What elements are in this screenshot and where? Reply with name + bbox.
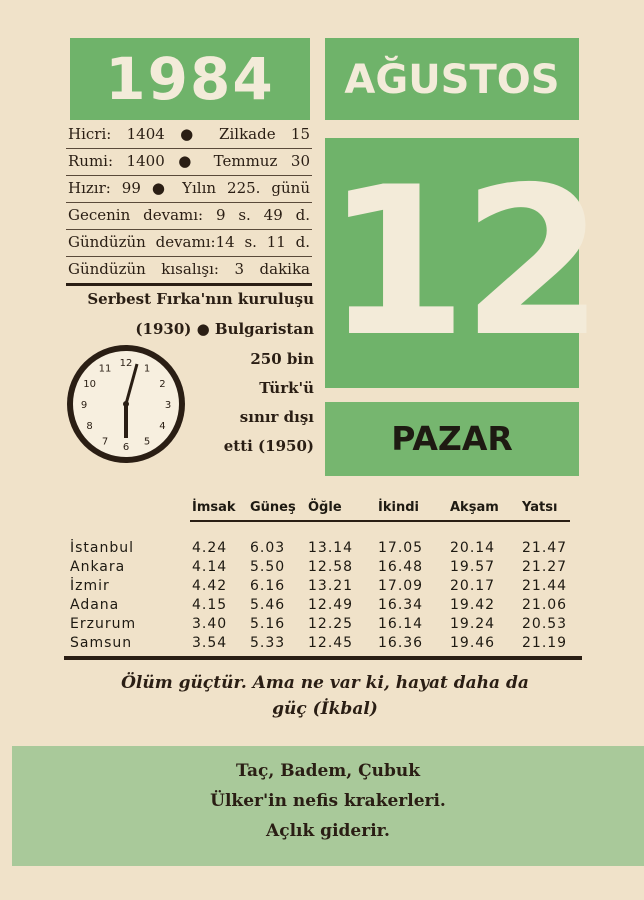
quote-line: Ölüm güçtür. Ama ne var ki, hayat daha da — [121, 673, 529, 693]
city-cell: Samsun — [70, 634, 133, 651]
time-cell: 21.19 — [522, 634, 568, 651]
clock-number: 12 — [119, 358, 133, 369]
header-imsak: İmsak — [192, 499, 236, 515]
clock-number: 7 — [101, 436, 109, 448]
city-cell: Ankara — [70, 558, 126, 575]
table-header — [70, 495, 582, 519]
table-bottom-rule — [64, 656, 582, 660]
time-cell: 5.16 — [250, 615, 286, 632]
header-yatsi: Yatsı — [522, 499, 558, 515]
table-row — [70, 538, 582, 557]
ad-line: Açlık giderir. — [266, 821, 390, 841]
event-title: Serbest Fırka'nın kuruluşu — [87, 290, 314, 308]
header-ogle: Öğle — [308, 499, 342, 515]
time-cell: 19.42 — [450, 596, 496, 613]
city-cell: İzmir — [70, 577, 110, 594]
time-cell: 20.53 — [522, 615, 568, 632]
month-box: AĞUSTOS — [325, 38, 579, 120]
quote-line: güç (İkbal) — [272, 699, 378, 719]
time-cell: 17.09 — [378, 577, 424, 594]
city-cell: Erzurum — [70, 615, 137, 632]
time-cell: 4.15 — [192, 596, 228, 613]
time-cell: 19.57 — [450, 558, 496, 575]
clock-number: 5 — [143, 436, 151, 448]
info-day-length: Gündüzün devamı:14 s. 11 d. — [66, 230, 312, 257]
time-cell: 12.58 — [308, 558, 354, 575]
header-gunes: Güneş — [250, 499, 296, 515]
time-cell: 21.27 — [522, 558, 568, 575]
table-row — [70, 576, 582, 595]
event-line: etti (1950) — [223, 437, 314, 455]
time-cell: 16.14 — [378, 615, 424, 632]
clock-number: 3 — [164, 400, 172, 411]
event-line: Türk'ü — [259, 379, 314, 397]
city-cell: Adana — [70, 596, 120, 613]
time-cell: 21.47 — [522, 539, 568, 556]
event-line: (1930) ● Bulgaristan — [135, 320, 314, 338]
clock-number: 6 — [122, 442, 130, 453]
time-cell: 12.49 — [308, 596, 354, 613]
time-cell: 5.50 — [250, 558, 286, 575]
clock-number: 9 — [80, 400, 88, 411]
advertisement — [12, 746, 644, 866]
time-cell: 6.16 — [250, 577, 286, 594]
quote — [90, 670, 560, 722]
info-night: Gecenin devamı: 9 s. 49 d. — [66, 203, 312, 230]
time-cell: 21.06 — [522, 596, 568, 613]
city-cell: İstanbul — [70, 539, 135, 556]
ad-line: Ülker'in nefis krakerleri. — [210, 791, 446, 811]
time-cell: 19.24 — [450, 615, 496, 632]
time-cell: 3.40 — [192, 615, 228, 632]
time-cell: 13.14 — [308, 539, 354, 556]
time-cell: 12.25 — [308, 615, 354, 632]
time-cell: 5.46 — [250, 596, 286, 613]
time-cell: 4.24 — [192, 539, 228, 556]
time-cell: 12.45 — [308, 634, 354, 651]
table-row — [70, 557, 582, 576]
time-cell: 16.36 — [378, 634, 424, 651]
weekday-box: PAZAR — [325, 402, 579, 476]
clock-number: 4 — [159, 421, 166, 432]
clock-number: 2 — [159, 379, 166, 390]
time-cell: 4.14 — [192, 558, 228, 575]
time-cell: 16.48 — [378, 558, 424, 575]
time-cell: 20.14 — [450, 539, 496, 556]
calendar-info — [66, 122, 312, 286]
time-cell: 13.21 — [308, 577, 354, 594]
table-row — [70, 595, 582, 614]
clock-number: 8 — [86, 421, 93, 432]
event-line: sınır dışı — [239, 408, 314, 426]
year-box: 1984 — [70, 38, 310, 120]
prayer-times-table — [70, 495, 582, 652]
time-cell: 6.03 — [250, 539, 286, 556]
time-cell: 19.46 — [450, 634, 496, 651]
header-city — [70, 495, 192, 519]
time-cell: 21.44 — [522, 577, 568, 594]
clock-number: 10 — [83, 379, 96, 390]
event-line: 250 bin — [250, 350, 314, 368]
table-row — [70, 614, 582, 633]
ad-line: Taç, Badem, Çubuk — [235, 761, 421, 781]
info-rumi: Rumi: 1400 ● Temmuz 30 — [66, 149, 312, 176]
clock-number: 11 — [98, 363, 112, 375]
info-hizir: Hızır: 99 ● Yılın 225. günü — [66, 176, 312, 203]
time-cell: 3.54 — [192, 634, 228, 651]
time-cell: 5.33 — [250, 634, 286, 651]
clock-icon — [64, 342, 188, 466]
table-row — [70, 633, 582, 652]
time-cell: 16.34 — [378, 596, 424, 613]
day-number: 12 — [325, 138, 579, 388]
clock-number: 1 — [143, 363, 151, 375]
time-cell: 20.17 — [450, 577, 496, 594]
info-hicri: Hicri: 1404 ● Zilkade 15 — [66, 122, 312, 149]
info-shortening: Gündüzün kısalışı: 3 dakika — [66, 257, 312, 286]
header-aksam: Akşam — [450, 499, 499, 515]
time-cell: 4.42 — [192, 577, 228, 594]
time-cell: 17.05 — [378, 539, 424, 556]
header-ikindi: İkindi — [378, 499, 419, 515]
